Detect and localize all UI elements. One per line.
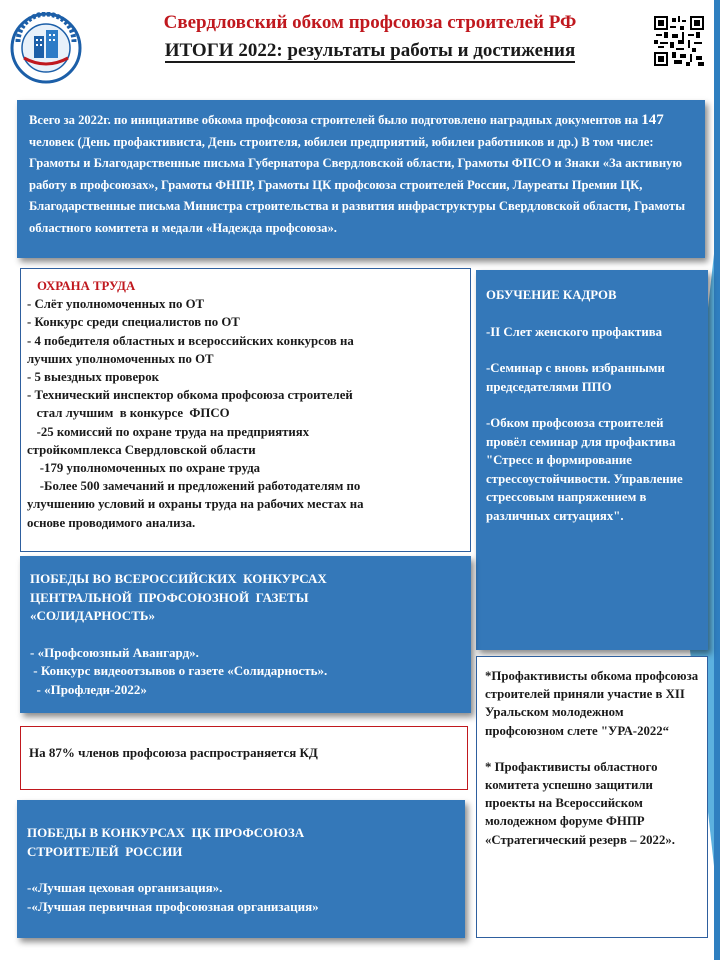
page-subtitle-text: ИТОГИ 2022: результаты работы и достижения [164, 40, 576, 61]
ck-contests-heading: СТРОИТЕЛЕЙ РОССИИ [27, 843, 183, 859]
labor-safety-line: основе проводимого анализа. [27, 515, 196, 530]
labor-safety-line: лучших уполномоченных по ОТ [27, 351, 214, 366]
labor-safety-line: -179 уполномоченных по охране труда [27, 461, 261, 476]
ck-contests-item: -«Лучшая первичная профсоюзная организация» [27, 898, 319, 914]
labor-safety-line: -Более 500 замечаний и предложений работодателям по [27, 479, 361, 494]
training-item: -Семинар с вновь избранными председателями ППО [486, 361, 665, 394]
solidarnost-item: - Конкурс видеоотзывов о газете «Солидарность». [30, 663, 328, 678]
solidarnost-heading: ПОБЕДЫ ВО ВСЕРОССИЙСКИХ КОНКУРСАХ [30, 571, 327, 586]
staff-training-heading: ОБУЧЕНИЕ КАДРОВ [486, 288, 617, 302]
labor-safety-heading: ОХРАНА ТРУДА [37, 279, 136, 293]
ck-contests-box [17, 800, 465, 938]
youth-item: * Профактивисты областного комитета успешно защитили проекты на Всероссийском молодежном форуме ФНПР «Стратегический резерв – 2022». [485, 759, 675, 847]
awards-text-after: человек (День профактивиста, День строителя, юбилеи предприятий, юбилеи работников и др.) В том числе: Грамоты и Благодарственные письма Губернатора Свердловской области, Грамоты ФПСО и Знаки «За активную работу в профсоюзах», Грамоты ФНПР, Грамоты ЦК профсоюза строителей России, Лауреаты Премии ЦК, Благодарственные письма Министра строительства и развития инфраструктуры Свердловской области, Грамоты областного комитета и медали «Надежда профсоюза». [29, 134, 686, 235]
labor-safety-line: - Технический инспектор обкома профсоюза строителей [27, 388, 353, 403]
labor-safety-line: стройкомплекса Свердловской области [27, 442, 256, 457]
ck-contests-item: -«Лучшая цеховая организация». [27, 880, 223, 895]
awards-summary-box [17, 100, 705, 258]
solidarnost-item: - «Профледи-2022» [30, 681, 147, 697]
youth-activists-box [476, 656, 708, 938]
ck-contests-heading: ПОБЕДЫ В КОНКУРСАХ ЦК ПРОФСОЮЗА [27, 825, 305, 840]
solidarnost-contests-box [20, 556, 471, 713]
page-title: Свердловский обком профсоюза строителей РФ [163, 12, 577, 33]
union-logo-icon [10, 12, 82, 84]
decorative-accent-bar [714, 0, 720, 960]
awards-text-before: Всего за 2022г. по инициативе обкома профсоюза строителей было подготовлено наградных документов на [29, 113, 642, 127]
labor-safety-box [20, 268, 471, 552]
solidarnost-item: - «Профсоюзный Авангард». [30, 644, 199, 660]
page-subtitle [90, 40, 650, 62]
solidarnost-heading: «СОЛИДАРНОСТЬ» [30, 608, 155, 623]
solidarnost-heading: ЦЕНТРАЛЬНОЙ ПРОФСОЮЗНОЙ ГАЗЕТЫ [30, 589, 309, 605]
awards-count: 147 [641, 112, 664, 128]
labor-safety-line: - 4 победителя областных и всероссийских конкурсов на [27, 333, 354, 348]
collective-agreement-text: На 87% членов профсоюза распространяется КД [29, 745, 318, 760]
labor-safety-line: улучшению условий и охраны труда на рабочих местах на [27, 497, 364, 512]
labor-safety-line: - Слёт уполномоченных по ОТ [27, 297, 205, 312]
labor-safety-line: - 5 выездных проверок [27, 370, 160, 385]
training-item: -II Слет женского профактива [486, 324, 663, 339]
collective-agreement-box [20, 726, 468, 790]
training-item: -Обком профсоюза строителей провёл семинар для профактива "Стресс и формирование стрессоустойчивости. Управление стрессовым напряжением в различных ситуациях". [486, 416, 683, 523]
qr-code-icon [654, 16, 704, 66]
labor-safety-line: стал лучшим в конкурсе ФПСО [27, 406, 230, 421]
labor-safety-line: -25 комиссий по охране труда на предприятиях [27, 424, 310, 439]
labor-safety-line: - Конкурс среди специалистов по ОТ [27, 315, 240, 330]
staff-training-box [476, 270, 708, 650]
youth-item: *Профактивисты обкома профсоюза строителей приняли участие в XII Уральском молодежном профсоюзном слете "УРА-2022“ [485, 669, 699, 738]
